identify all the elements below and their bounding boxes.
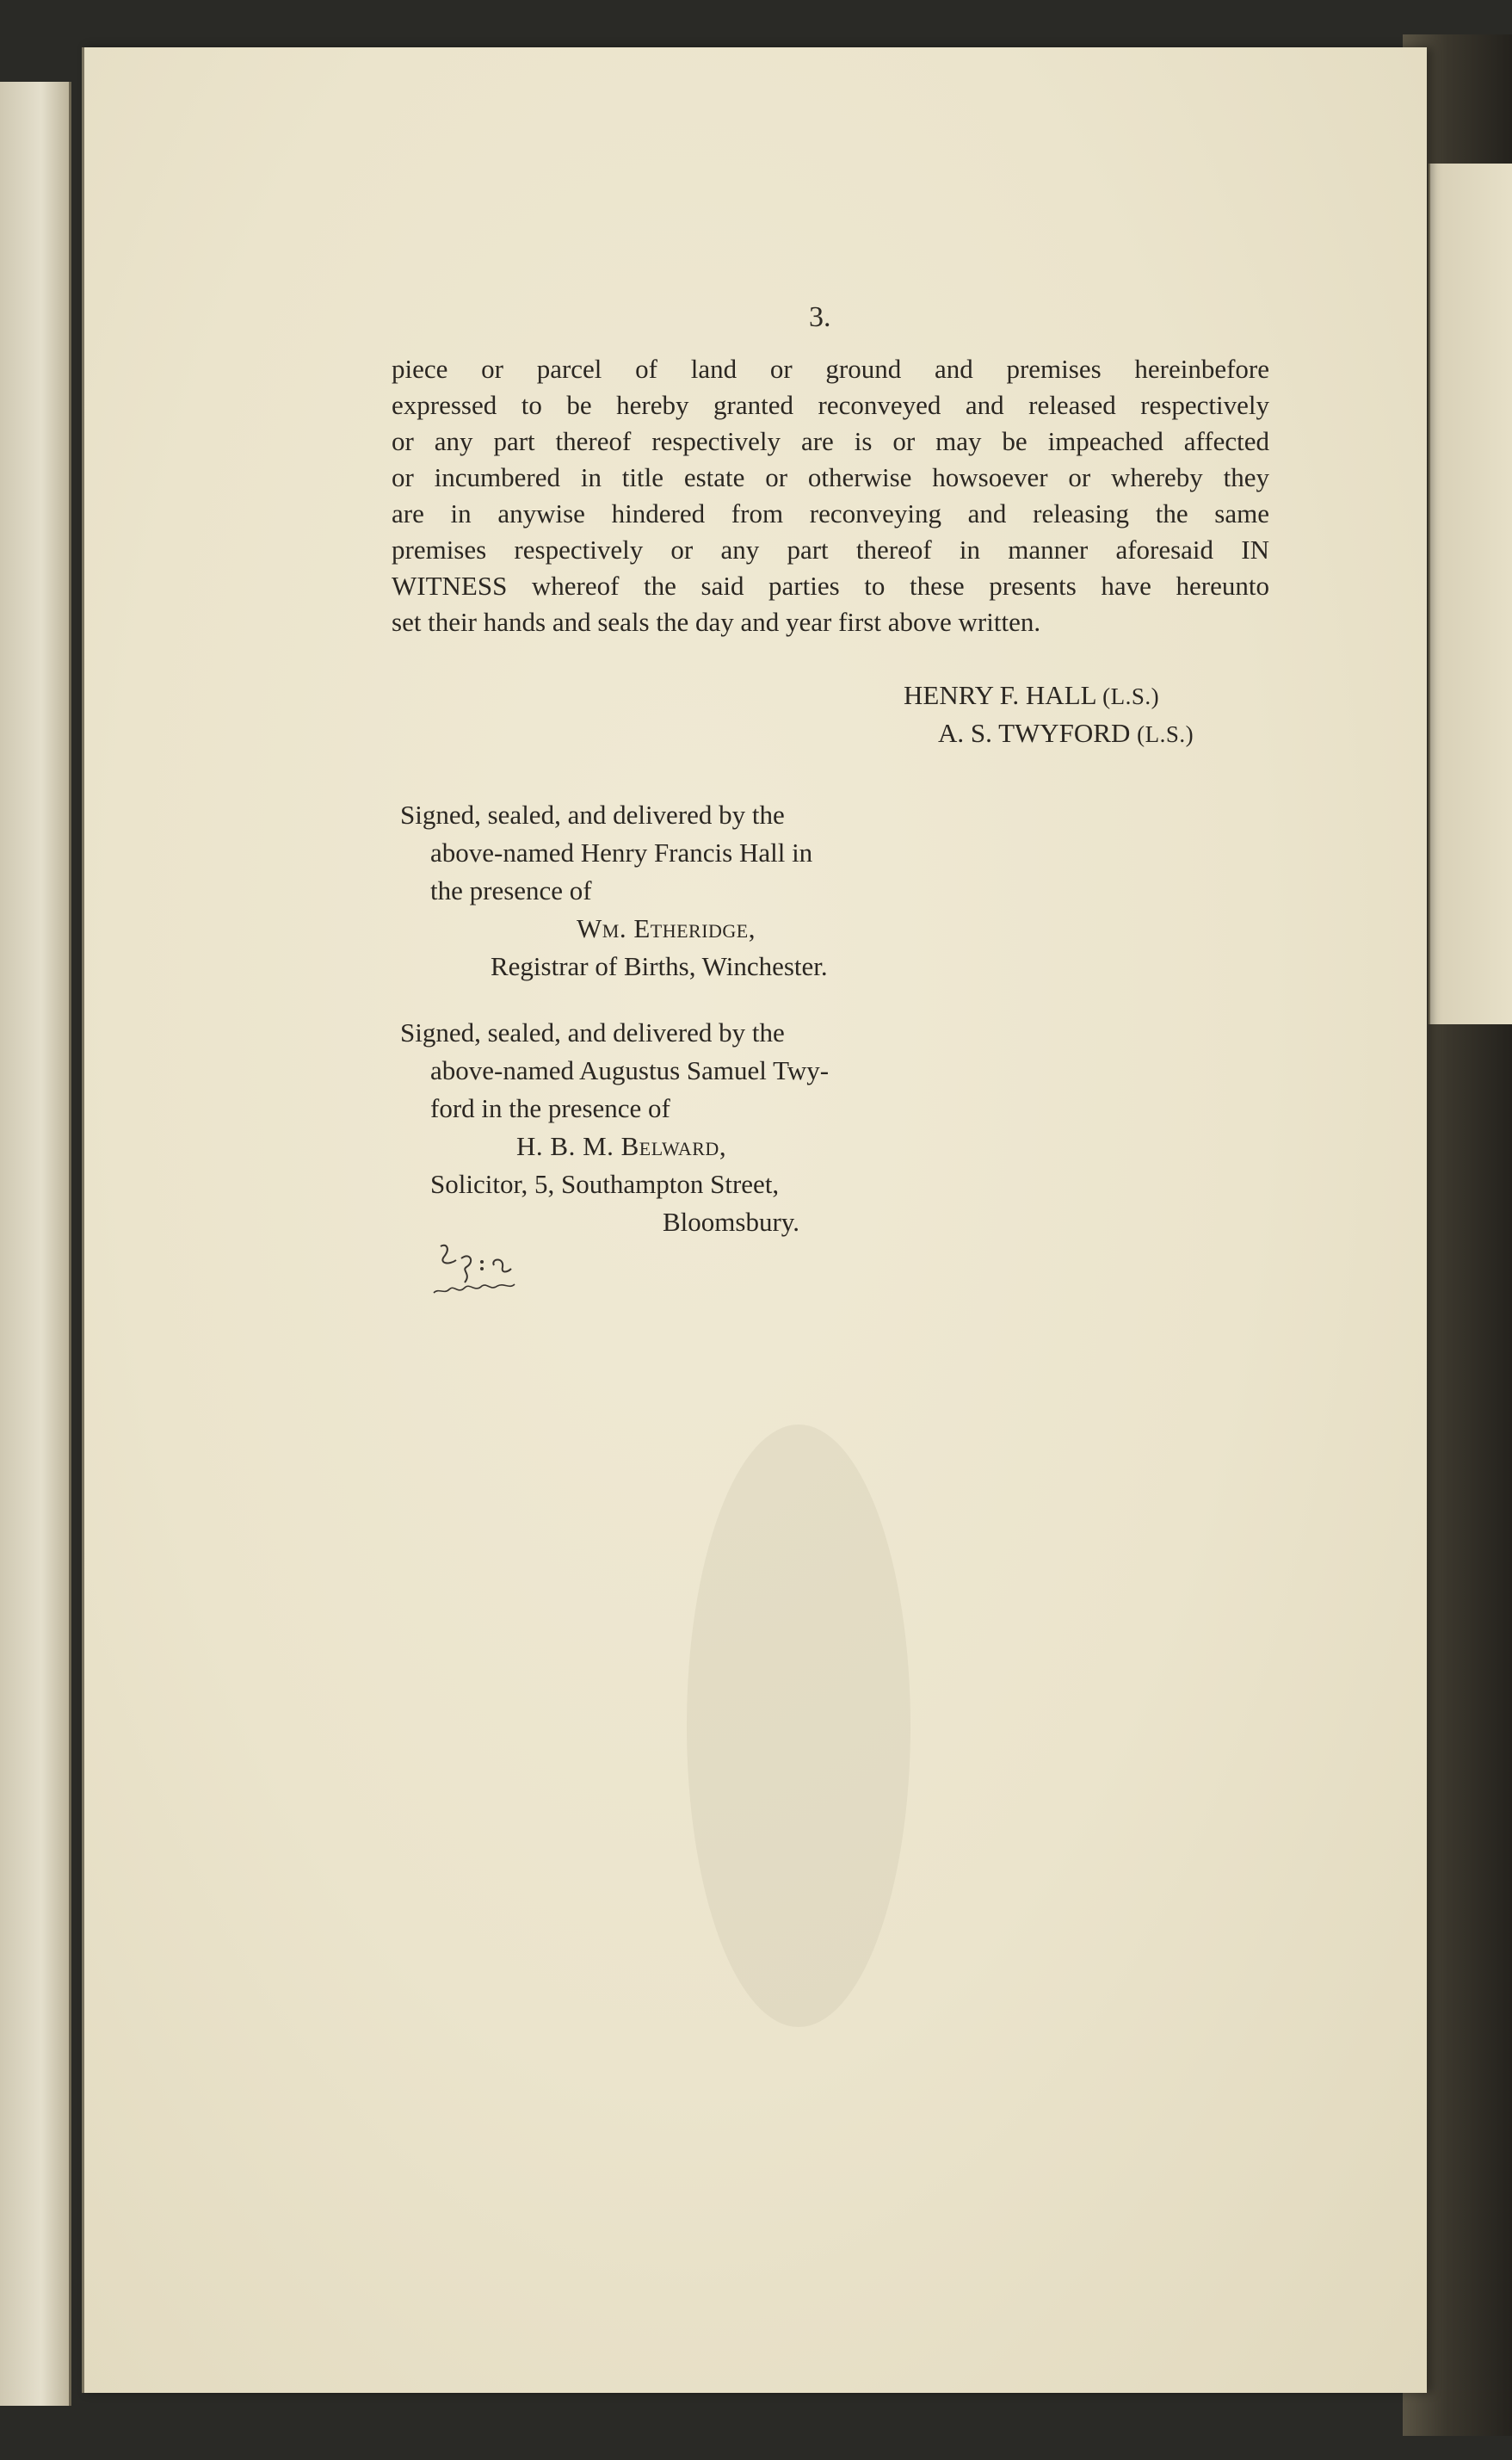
- body-line: set their hands and seals the day and year first above written.: [392, 607, 1041, 637]
- attestation-line: ford in the presence of: [430, 1093, 670, 1123]
- body-line: piece or parcel of land or ground and premises hereinbefore: [392, 354, 1269, 384]
- body-line: are in anywise hindered from reconveying and releasing the same: [392, 498, 1269, 528]
- body-line: premises respectively or any part thereof in manner aforesaid IN: [392, 535, 1269, 565]
- deed-body-text: [392, 351, 1269, 640]
- signatory-twyford: [938, 718, 1194, 749]
- attestation-clause-hall: [400, 796, 828, 986]
- paper-stain: [687, 1425, 910, 2027]
- body-line: expressed to be hereby granted reconveyed and released respectively: [392, 390, 1269, 420]
- attestation-line: Signed, sealed, and delivered by the: [400, 800, 785, 830]
- body-line: WITNESS whereof the said parties to these presents have hereunto: [392, 571, 1269, 601]
- signatory-name: HENRY F. HALL: [904, 680, 1096, 710]
- attestation-line: Signed, sealed, and delivered by the: [400, 1017, 785, 1048]
- witness-title: Solicitor, 5, Southampton Street,: [430, 1169, 780, 1199]
- pencil-scribble-icon: [430, 1239, 559, 1317]
- witness-name: H. B. M. Belward,: [516, 1131, 727, 1161]
- witness-title: Registrar of Births, Winchester.: [491, 951, 828, 981]
- protruding-sheet: [1429, 164, 1512, 1024]
- page-number: 3.: [809, 301, 831, 333]
- seal-mark: (L.S.): [1137, 721, 1194, 747]
- witness-address: Bloomsbury.: [663, 1207, 800, 1237]
- signatory-hall: [904, 680, 1159, 711]
- left-page-edge: [0, 82, 71, 2406]
- witness-name: Wm. Etheridge,: [577, 913, 756, 943]
- body-line: or incumbered in title estate or otherwise howsoever or whereby they: [392, 462, 1269, 492]
- body-line: or any part thereof respectively are is or may be impeached affected: [392, 426, 1269, 456]
- attestation-line: the presence of: [430, 875, 592, 906]
- attestation-line: above-named Henry Francis Hall in: [430, 838, 813, 868]
- attestation-line: above-named Augustus Samuel Twy-: [430, 1055, 830, 1085]
- seal-mark: (L.S.): [1102, 683, 1160, 709]
- attestation-clause-twyford: [400, 1014, 829, 1241]
- handwritten-annotation: [430, 1239, 559, 1317]
- signatory-name: A. S. TWYFORD: [938, 718, 1131, 748]
